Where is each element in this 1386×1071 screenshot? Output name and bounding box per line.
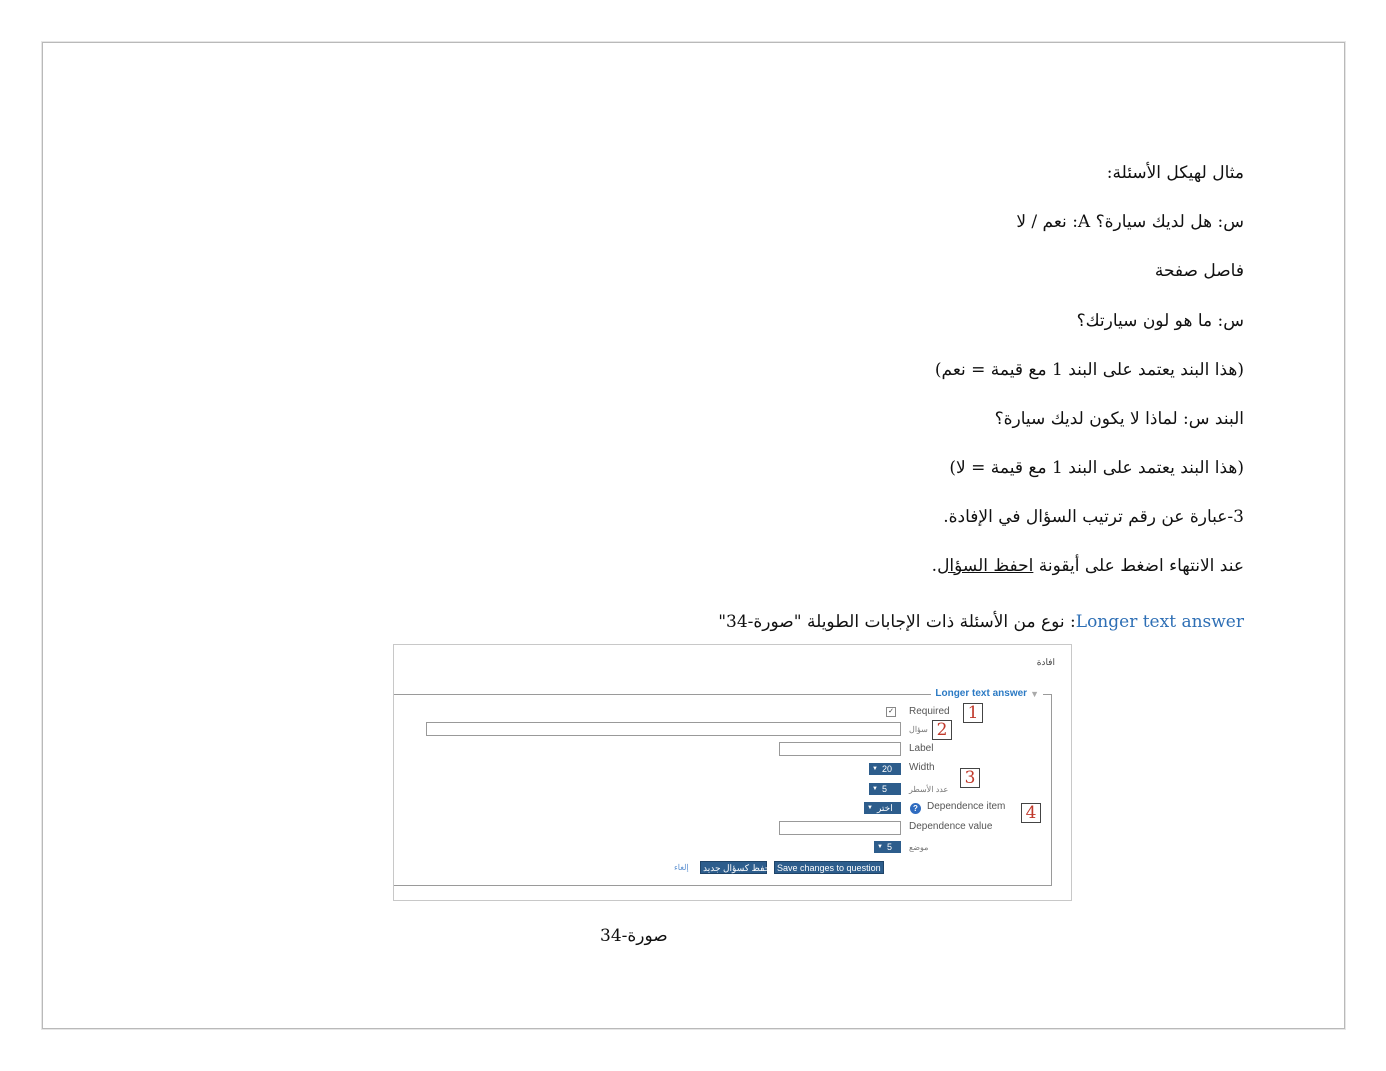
paragraph-question-car: س: هل لديك سيارة؟ A: نعم / لا bbox=[1016, 212, 1244, 232]
width-select[interactable] bbox=[869, 763, 901, 775]
dependence-item-value: اختر bbox=[876, 803, 893, 813]
label-label: Label bbox=[909, 743, 934, 754]
position-value: 5 bbox=[886, 842, 892, 852]
legend-label: Longer text answer bbox=[935, 688, 1028, 699]
save-as-new-button[interactable]: احفظ كسؤال جديد bbox=[700, 861, 767, 874]
paragraph-example-heading: مثال لهيكل الأسئلة: bbox=[1106, 163, 1244, 183]
longer-text-description: : نوع من الأسئلة ذات الإجابات الطويلة "صورة-34" bbox=[718, 612, 1076, 632]
finish-suffix: . bbox=[931, 556, 938, 576]
paragraph-longer-text bbox=[718, 611, 1244, 633]
marker-1: 1 bbox=[963, 703, 983, 723]
width-value: 20 bbox=[881, 764, 892, 774]
screenshot-title: افادة bbox=[1036, 657, 1055, 667]
help-question-icon[interactable]: ? bbox=[910, 803, 921, 814]
paragraph-depends-no: (هذا البند يعتمد على البند 1 مع قيمة = لا) bbox=[949, 458, 1244, 478]
dropdown-arrow-icon: ▼ bbox=[872, 786, 878, 792]
paragraph-finish-instruction bbox=[932, 555, 1244, 577]
position-label: موضع bbox=[909, 843, 929, 852]
dropdown-arrow-icon: ▼ bbox=[872, 766, 878, 772]
marker-2: 2 bbox=[932, 720, 952, 740]
paragraph-question-why-no-car: البند س: لماذا لا يكون لديك سيارة؟ bbox=[994, 409, 1244, 429]
paragraph-page-break: فاصل صفحة bbox=[1154, 261, 1244, 281]
paragraph-order-number: 3-عبارة عن رقم ترتيب السؤال في الإفادة. bbox=[943, 507, 1244, 527]
marker-4: 4 bbox=[1021, 803, 1041, 823]
rows-value: 5 bbox=[881, 784, 887, 794]
dependence-value-label: Dependence value bbox=[909, 821, 993, 832]
position-select[interactable] bbox=[874, 841, 901, 853]
question-input[interactable] bbox=[426, 722, 901, 736]
rows-label: عدد الأسطر bbox=[909, 785, 949, 794]
cancel-link[interactable]: إلغاء bbox=[674, 863, 689, 872]
save-question-link[interactable]: احفظ السؤال bbox=[937, 556, 1034, 576]
finish-prefix: عند الانتهاء اضغط على أيقونة bbox=[1033, 556, 1244, 576]
required-label: Required bbox=[909, 706, 950, 717]
dropdown-arrow-icon: ▼ bbox=[867, 805, 873, 811]
figure-caption: صورة-34 bbox=[600, 926, 668, 946]
longer-text-term: Longer text answer bbox=[1075, 612, 1244, 632]
fieldset-legend[interactable] bbox=[931, 688, 1043, 699]
collapse-triangle-icon: ▼ bbox=[1030, 688, 1039, 699]
dependence-item-label: Dependence item bbox=[927, 801, 1006, 812]
dependence-value-input[interactable] bbox=[779, 821, 901, 835]
embedded-screenshot bbox=[393, 644, 1072, 901]
save-changes-button[interactable]: Save changes to question bbox=[774, 861, 884, 874]
paragraph-depends-yes: (هذا البند يعتمد على البند 1 مع قيمة = نعم) bbox=[934, 360, 1244, 380]
width-label: Width bbox=[909, 762, 935, 773]
label-input[interactable] bbox=[779, 742, 901, 756]
dependence-item-select[interactable] bbox=[864, 802, 901, 814]
rows-select[interactable] bbox=[869, 783, 901, 795]
dropdown-arrow-icon: ▼ bbox=[877, 844, 883, 850]
question-label: سؤال bbox=[909, 725, 928, 734]
paragraph-question-color: س: ما هو لون سيارتك؟ bbox=[1076, 311, 1244, 331]
marker-3: 3 bbox=[960, 768, 980, 788]
required-checkbox[interactable]: ✓ bbox=[886, 707, 896, 717]
